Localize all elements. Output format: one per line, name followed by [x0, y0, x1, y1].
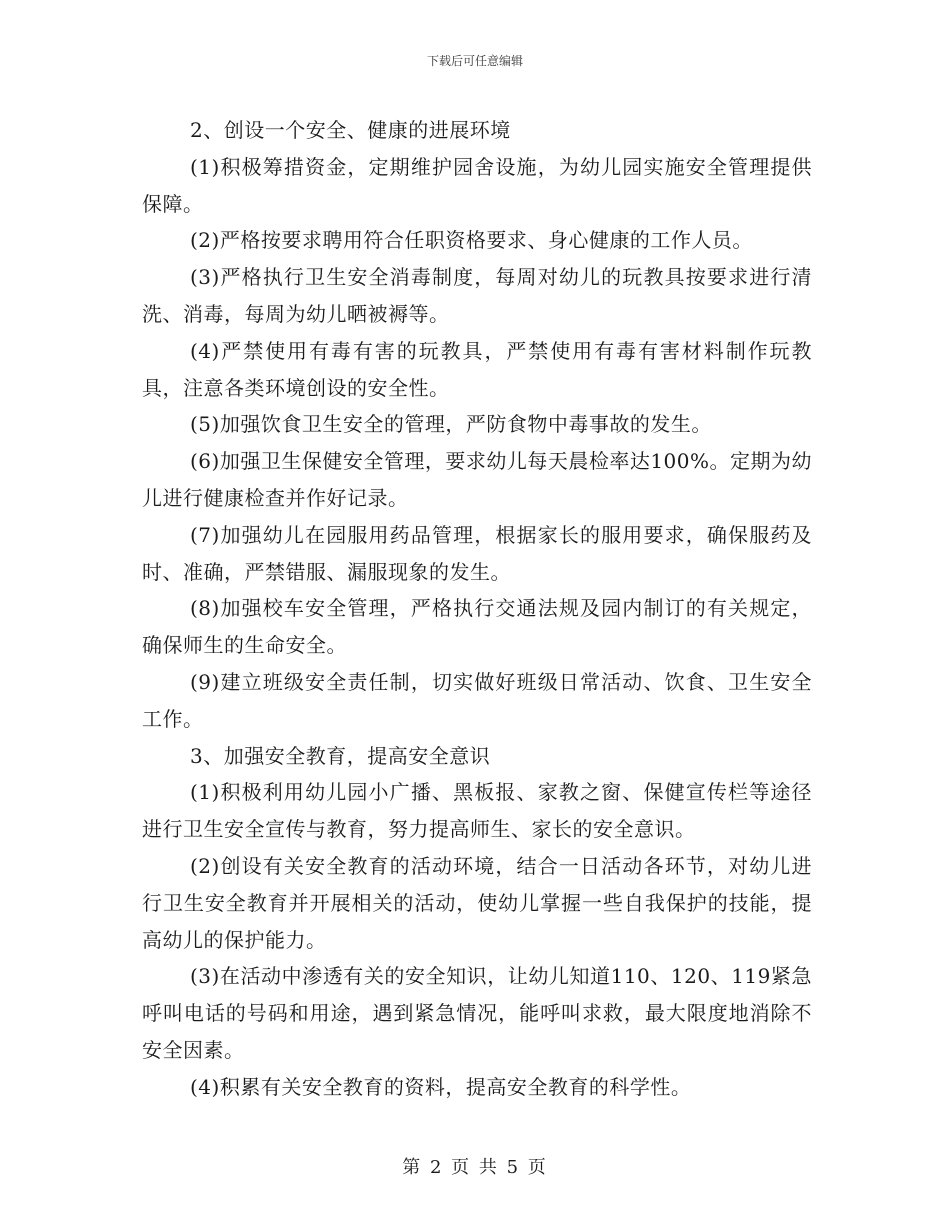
paragraph: (2)创设有关安全教育的活动环境，结合一日活动各环节，对幼儿进行卫生安全教育并开展相关的活动，使幼儿掌握一些自我保护的技能，提高幼儿的保护能力。: [142, 853, 812, 952]
paragraph: (6)加强卫生保健安全管理，要求幼儿每天晨检率达100%。定期为幼儿进行健康检查并作好记录。: [142, 449, 813, 510]
paragraph: (4)积累有关安全教育的资料，提高安全教育的科学性。: [190, 1074, 692, 1099]
page-number-footer: 第 2 页 共 5 页: [402, 1157, 548, 1178]
section-heading: 2、创设一个安全、健康的进展环境: [190, 118, 511, 142]
paragraph: (7)加强幼儿在园服用药品管理，根据家长的服用要求，确保服药及时、准确，严禁错服、漏服现象的发生。: [142, 522, 812, 584]
paragraph: (3)严格执行卫生安全消毒制度，每周对幼儿的玩教具按要求进行清洗、消毒，每周为幼儿晒被褥等。: [142, 265, 812, 326]
section-heading: 3、加强安全教育，提高安全意识: [190, 743, 491, 768]
paragraph: (1)积极利用幼儿园小广播、黑板报、家教之窗、保健宣传栏等途径进行卫生安全宣传与教育，努力提高师生、家长的安全意识。: [142, 780, 812, 842]
paragraph: (4)严禁使用有毒有害的玩教具，严禁使用有毒有害材料制作玩教具，注意各类环境创设的安全性。: [142, 338, 812, 400]
paragraph: (3)在活动中渗透有关的安全知识，让幼儿知道110、120、119紧急呼叫电话的号码和用途，遇到紧急情况，能呼叫求救，最大限度地消除不安全因素。: [142, 964, 812, 1062]
document-body: [142, 112, 812, 1106]
page-header-note: 下载后可任意编辑: [426, 54, 523, 68]
paragraph: (1)积极筹措资金，定期维护园舍设施，为幼儿园实施安全管理提供保障。: [142, 154, 812, 216]
paragraph: (8)加强校车安全管理，严格执行交通法规及园内制订的有关规定，确保师生的生命安全。: [142, 596, 812, 658]
paragraph: (2)严格按要求聘用符合任职资格要求、身心健康的工作人员。: [190, 228, 753, 253]
paragraph: (9)建立班级安全责任制，切实做好班级日常活动、饮食、卫生安全工作。: [142, 669, 812, 731]
paragraph: (5)加强饮食卫生安全的管理，严防食物中毒事故的发生。: [190, 412, 712, 437]
